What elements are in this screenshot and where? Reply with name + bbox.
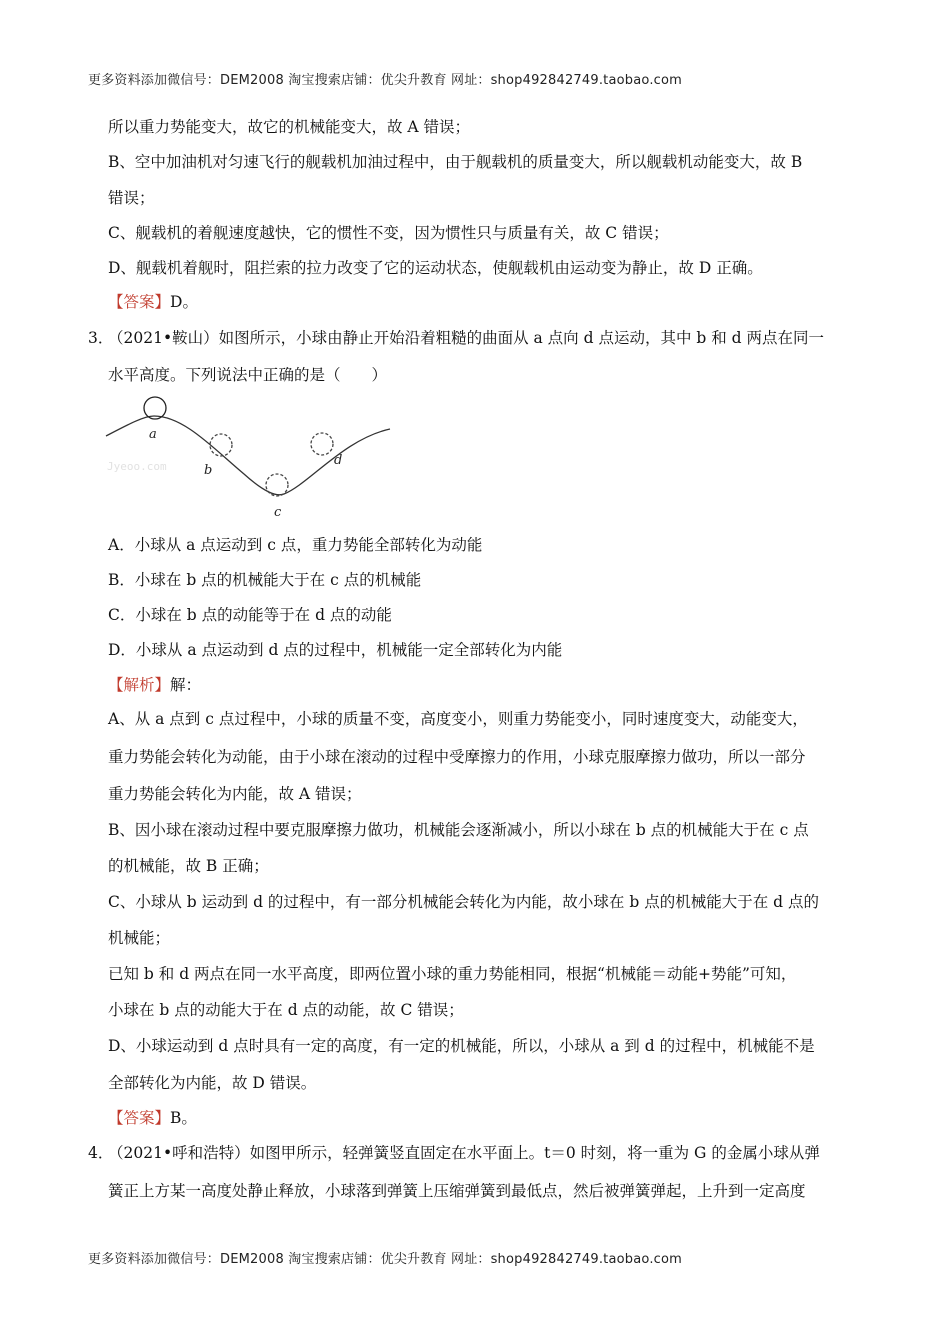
q3-stem-line-2: 水平高度。下列说法中正确的是（ ） bbox=[108, 366, 388, 384]
analysis-intro: 解： bbox=[170, 676, 202, 694]
prev-line-4: C、舰载机的着舰速度越快，它的惯性不变，因为惯性只与质量有关，故 C 错误； bbox=[108, 224, 669, 242]
analysis-tag: 【解析】 bbox=[108, 676, 171, 694]
ball-d bbox=[311, 433, 333, 455]
analysis-line-7: 机械能； bbox=[108, 929, 171, 947]
q4-number: 4． bbox=[88, 1144, 114, 1162]
q4-stem-line-1: （2021•呼和浩特）如图甲所示，轻弹簧竖直固定在水平面上。t＝0 时刻，将一重为 G 的金属小球从弹 bbox=[108, 1144, 820, 1162]
q3-number: 3． bbox=[88, 329, 114, 347]
analysis-line-8: 已知 b 和 d 两点在同一水平高度，即两位置小球的重力势能相同，根据“机械能＝动能+势能”可知， bbox=[108, 965, 797, 983]
prev-answer bbox=[108, 292, 198, 312]
curve-figure bbox=[104, 394, 396, 520]
analysis-line-4: B、因小球在滚动过程中要克服摩擦力做功，机械能会逐渐减小，所以小球在 b 点的机械能大于在 c 点 bbox=[108, 821, 809, 839]
label-c: c bbox=[274, 505, 282, 520]
analysis-line-11: 全部转化为内能，故 D 错误。 bbox=[108, 1074, 317, 1092]
prev-line-2: B、空中加油机对匀速飞行的舰载机加油过程中，由于舰载机的质量变大，所以舰载机动能变大，故 B bbox=[108, 153, 803, 171]
label-b: b bbox=[204, 463, 213, 478]
option-a: A．小球从 a 点运动到 c 点，重力势能全部转化为动能 bbox=[108, 536, 483, 554]
ball-b bbox=[210, 434, 232, 456]
analysis-line-1: A、从 a 点到 c 点过程中，小球的质量不变，高度变小，则重力势能变小，同时速度变大，动能变大， bbox=[108, 710, 808, 728]
analysis-line-5: 的机械能，故 B 正确； bbox=[108, 857, 269, 875]
analysis-line-6: C、小球从 b 运动到 d 的过程中，有一部分机械能会转化为内能，故小球在 b 点的机械能大于在 d 点的 bbox=[108, 893, 819, 911]
option-b: B．小球在 b 点的机械能大于在 c 点的机械能 bbox=[108, 571, 422, 589]
label-d: d bbox=[334, 453, 343, 468]
answer-tag: 【答案】 bbox=[108, 1109, 171, 1127]
analysis-line-9: 小球在 b 点的动能大于在 d 点的动能，故 C 错误； bbox=[108, 1001, 464, 1019]
label-a: a bbox=[149, 427, 157, 442]
analysis-line-3: 重力势能会转化为内能，故 A 错误； bbox=[108, 785, 362, 803]
option-d: D．小球从 a 点运动到 d 点的过程中，机械能一定全部转化为内能 bbox=[108, 641, 563, 659]
prev-line-5: D、舰载机着舰时，阻拦索的拉力改变了它的运动状态，使舰载机由运动变为静止，故 D 正确。 bbox=[108, 259, 763, 277]
watermark: Jyeoo.com bbox=[107, 460, 167, 473]
page-footer: 更多资料添加微信号：DEM2008 淘宝搜索店铺：优尖升教育 网址：shop492842749.taobao.com bbox=[88, 1252, 683, 1267]
analysis-line-2: 重力势能会转化为动能，由于小球在滚动的过程中受摩擦力的作用，小球克服摩擦力做功，所以一部分 bbox=[108, 748, 806, 766]
prev-line-3: 错误； bbox=[108, 189, 155, 207]
q4-stem-line-2: 簧正上方某一高度处静止释放，小球落到弹簧上压缩弹簧到最低点，然后被弹簧弹起，上升到一定高度 bbox=[108, 1182, 806, 1200]
option-c: C．小球在 b 点的动能等于在 d 点的动能 bbox=[108, 606, 392, 624]
answer-value: D。 bbox=[170, 293, 198, 311]
analysis-heading bbox=[108, 675, 201, 695]
q3-answer bbox=[108, 1108, 197, 1128]
ball-c bbox=[266, 474, 288, 496]
answer-value: B。 bbox=[170, 1109, 197, 1127]
analysis-line-10: D、小球运动到 d 点时具有一定的高度，有一定的机械能，所以，小球从 a 到 d 的过程中，机械能不是 bbox=[108, 1037, 815, 1055]
answer-tag: 【答案】 bbox=[108, 293, 171, 311]
prev-line-1: 所以重力势能变大，故它的机械能变大，故 A 错误； bbox=[108, 118, 471, 136]
page-header: 更多资料添加微信号：DEM2008 淘宝搜索店铺：优尖升教育 网址：shop492842749.taobao.com bbox=[88, 73, 683, 88]
q3-stem-line-1: （2021•鞍山）如图所示，小球由静止开始沿着粗糙的曲面从 a 点向 d 点运动，其中 b 和 d 两点在同一 bbox=[108, 329, 825, 347]
